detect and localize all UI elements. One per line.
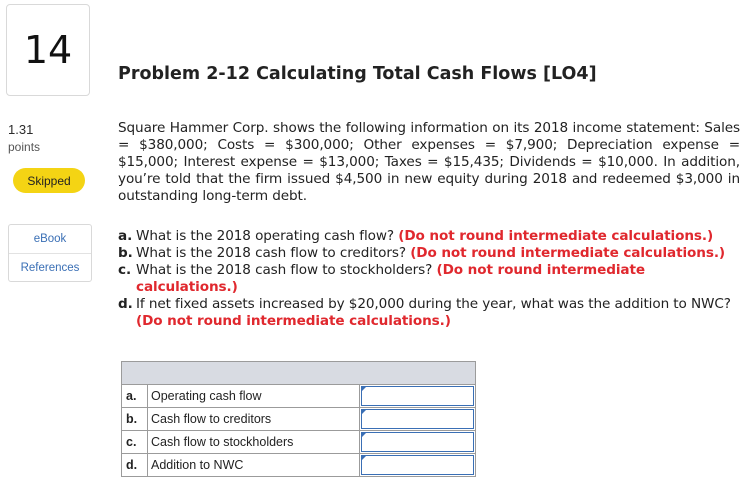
part-text <box>136 228 740 245</box>
references-link[interactable]: References <box>9 253 91 281</box>
input-flag-icon <box>361 409 367 415</box>
table-header-row <box>122 362 476 385</box>
input-flag-icon <box>361 386 367 392</box>
cash-flow-to-creditors-input[interactable] <box>361 409 474 429</box>
part-text <box>136 245 740 262</box>
table-row <box>122 454 476 477</box>
part-instruction: (Do not round intermediate calculations.) <box>136 262 645 295</box>
row-label: Addition to NWC <box>148 454 360 477</box>
problem-statement: Square Hammer Corp. shows the following information on its 2018 income statement: Sales = $380,000; Costs = $300,000; Other expenses = $7,900; Depreciation expense = $15,000; Interest expense = $13,000; Taxes = $15,435; Dividends = $10,000. In addition, you’re told that the firm issued $4,500 in new equity during 2018 and redeemed $3,000 in outstanding long-term debt. <box>118 120 740 204</box>
row-letter: a. <box>122 385 148 408</box>
row-letter: d. <box>122 454 148 477</box>
points-value: 1.31 <box>8 122 34 137</box>
input-flag-icon <box>361 455 367 461</box>
question-part-d <box>118 296 740 330</box>
row-label: Cash flow to creditors <box>148 408 360 431</box>
part-letter: b. <box>118 245 133 261</box>
answer-table <box>121 361 476 477</box>
input-flag-icon <box>361 432 367 438</box>
answer-cell <box>360 408 476 431</box>
table-row <box>122 408 476 431</box>
operating-cash-flow-input[interactable] <box>361 386 474 406</box>
row-letter: c. <box>122 431 148 454</box>
status-badge: Skipped <box>13 168 85 193</box>
part-question: What is the 2018 cash flow to stockholders? <box>136 262 433 278</box>
answer-cell <box>360 385 476 408</box>
part-instruction: (Do not round intermediate calculations.) <box>410 245 726 261</box>
question-parts <box>118 228 740 330</box>
table-row <box>122 385 476 408</box>
question-part-c <box>118 262 740 296</box>
table-row <box>122 431 476 454</box>
question-part-a <box>118 228 740 245</box>
question-number: 14 <box>6 4 90 96</box>
row-letter: b. <box>122 408 148 431</box>
ebook-link[interactable]: eBook <box>33 233 67 245</box>
points-label: points <box>8 140 41 154</box>
part-letter: d. <box>118 296 133 312</box>
part-letter: c. <box>118 262 132 278</box>
part-question: If net fixed assets increased by $20,000 during the year, what was the addition to NWC? <box>136 296 731 312</box>
row-label: Cash flow to stockholders <box>148 431 360 454</box>
part-instruction: (Do not round intermediate calculations.) <box>136 313 451 329</box>
answer-cell <box>360 431 476 454</box>
part-question: What is the 2018 operating cash flow? <box>136 228 394 244</box>
resource-links <box>8 224 92 282</box>
part-text <box>136 296 740 330</box>
part-instruction: (Do not round intermediate calculations.) <box>398 228 714 244</box>
table-header-cell <box>122 362 476 385</box>
part-text <box>136 262 740 296</box>
row-label: Operating cash flow <box>148 385 360 408</box>
part-letter: a. <box>118 228 133 244</box>
cash-flow-to-stockholders-input[interactable] <box>361 432 474 452</box>
addition-to-nwc-input[interactable] <box>361 455 474 475</box>
answer-cell <box>360 454 476 477</box>
part-question: What is the 2018 cash flow to creditors? <box>136 245 406 261</box>
page-title: Problem 2-12 Calculating Total Cash Flows [LO4] <box>118 64 597 84</box>
question-part-b <box>118 245 740 262</box>
